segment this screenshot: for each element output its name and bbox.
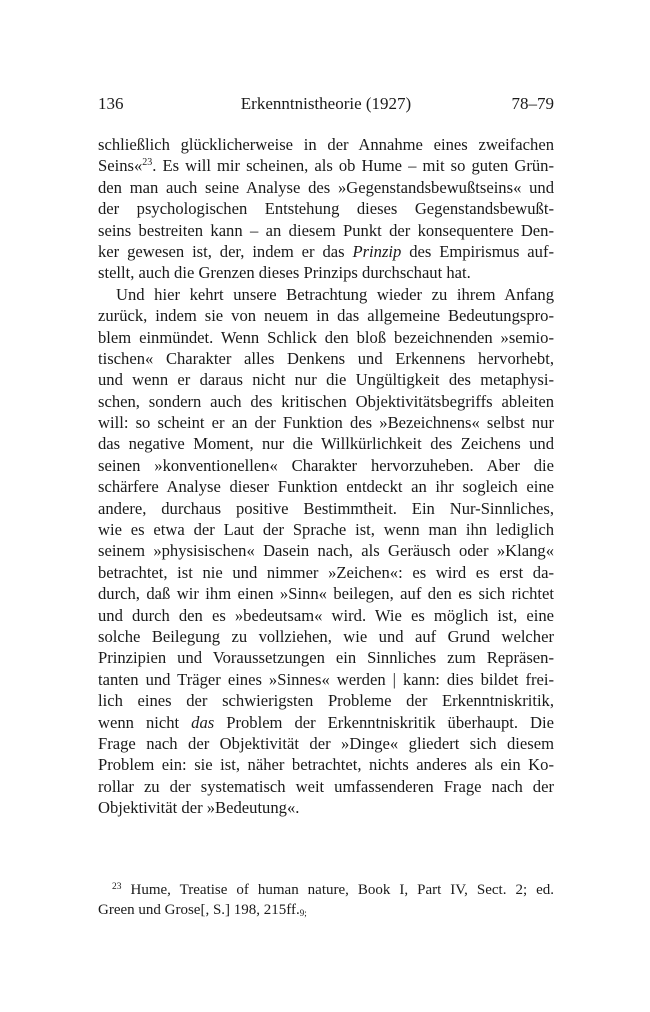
text-line: andere, durchaus positive Bestimmtheit. Ein Nur-Sinnliches, bbox=[98, 498, 554, 518]
main-text bbox=[98, 134, 554, 819]
text-line: schen, sondern auch des kritischen Objektivitätsbegriffs ableiten bbox=[98, 391, 554, 411]
text-line: seinen »konventionellen« Charakter hervorzuheben. Aber die bbox=[98, 455, 554, 475]
text-line: Problem ein: sie ist, näher betrachtet, nichts anderes als ein Ko- bbox=[98, 755, 554, 775]
text-line: Objektivität der »Bedeutung«. bbox=[98, 798, 300, 818]
text-line: tanten und Träger eines »Sinnes« werden | kann: dies bildet frei- bbox=[98, 669, 554, 689]
text-line: ker gewesen ist, der, indem er das Prinzip des Empirismus auf- bbox=[98, 241, 554, 261]
text-line: betrachtet, ist nie und nimmer »Zeichen«: es wird es erst da- bbox=[98, 562, 554, 582]
footnote-marker: 23 bbox=[112, 882, 122, 892]
text-line: durch, daß wir ihm einen »Sinn« beilegen, auf den es sich richtet bbox=[98, 584, 554, 604]
text-line: lich eines der schwierigsten Probleme der Erkenntniskritik, bbox=[98, 691, 554, 711]
text-line: den man auch seine Analyse des »Gegenstandsbewußtseins« und bbox=[98, 177, 554, 197]
page-number: 136 bbox=[98, 94, 124, 113]
text-line: Und hier kehrt unsere Betrachtung wieder zu ihrem Anfang bbox=[116, 284, 554, 304]
text-line: wie es etwa der Laut der Sprache ist, wenn man ihn lediglich bbox=[98, 520, 554, 540]
footnote-line: Green und Grose[, S.] 198, 215ff.9; bbox=[98, 902, 307, 918]
emphasis: Prinzip bbox=[352, 241, 402, 261]
text-line: das negative Moment, nur die Willkürlichkeit des Zeichens und bbox=[98, 434, 554, 454]
text-line: und wenn er daraus nicht nur die Ungültigkeit des metaphysi- bbox=[98, 370, 554, 390]
text-line: rollar zu der systematisch weit umfassenderen Frage nach der bbox=[98, 776, 554, 796]
text-line: der psychologischen Entstehung dieses Gegenstandsbewußt- bbox=[98, 199, 554, 219]
text-line: wenn nicht das Problem der Erkenntniskritik überhaupt. Die bbox=[98, 712, 554, 732]
text-line: zurück, indem sie von neuem in das allgemeine Bedeutungspro- bbox=[98, 306, 554, 326]
text-line: Frage nach der Objektivität der »Dinge« gliedert sich diesem bbox=[98, 733, 554, 753]
text-line: stellt, auch die Grenzen dieses Prinzips durchschaut hat. bbox=[98, 263, 471, 283]
page-range: 78–79 bbox=[511, 94, 554, 113]
text-line: tischen« Charakter alles Denkens und Erkennens hervorhebt, bbox=[98, 348, 554, 368]
text-line: Prinzipien und Voraussetzungen ein Sinnliches zum Repräsen- bbox=[98, 648, 554, 668]
footnote-line: $^{23}$ Hume, Treatise of human nature, Book I, Part IV, Sect. 2; ed. bbox=[112, 882, 555, 898]
text-line: und durch den es »bedeutsam« wird. Wie es möglich ist, eine bbox=[98, 605, 554, 625]
text-line: schärfere Analyse dieser Funktion entdeckt an ihr sogleich eine bbox=[98, 477, 554, 497]
running-header bbox=[98, 94, 554, 118]
footnote-reference: 23 bbox=[142, 157, 153, 169]
text-line: Seins«$^{23}$. Es will mir scheinen, als ob Hume – mit so guten Grün- bbox=[98, 156, 554, 176]
text-line: seins bestreiten kann – an diesem Punkt der konsequentere Den- bbox=[98, 220, 554, 240]
text-line: blem einmündet. Wenn Schlick den bloß bezeichnenden »semio- bbox=[98, 327, 554, 347]
emphasis: das bbox=[191, 712, 215, 732]
text-line: solche Beilegung zu vollziehen, wie und auf Grund welcher bbox=[98, 626, 554, 646]
text-line: schließlich glücklicherweise in der Annahme eines zweifachen bbox=[98, 135, 554, 154]
text-line: seinem »physisischen« Dasein nach, als Geräusch oder »Klang« bbox=[98, 541, 554, 561]
footnote bbox=[98, 880, 554, 920]
text-line: will: so scheint er an der Funktion des »Bezeichnens« selbst nur bbox=[98, 413, 554, 433]
running-title: Erkenntnistheorie (1927) bbox=[240, 94, 412, 113]
